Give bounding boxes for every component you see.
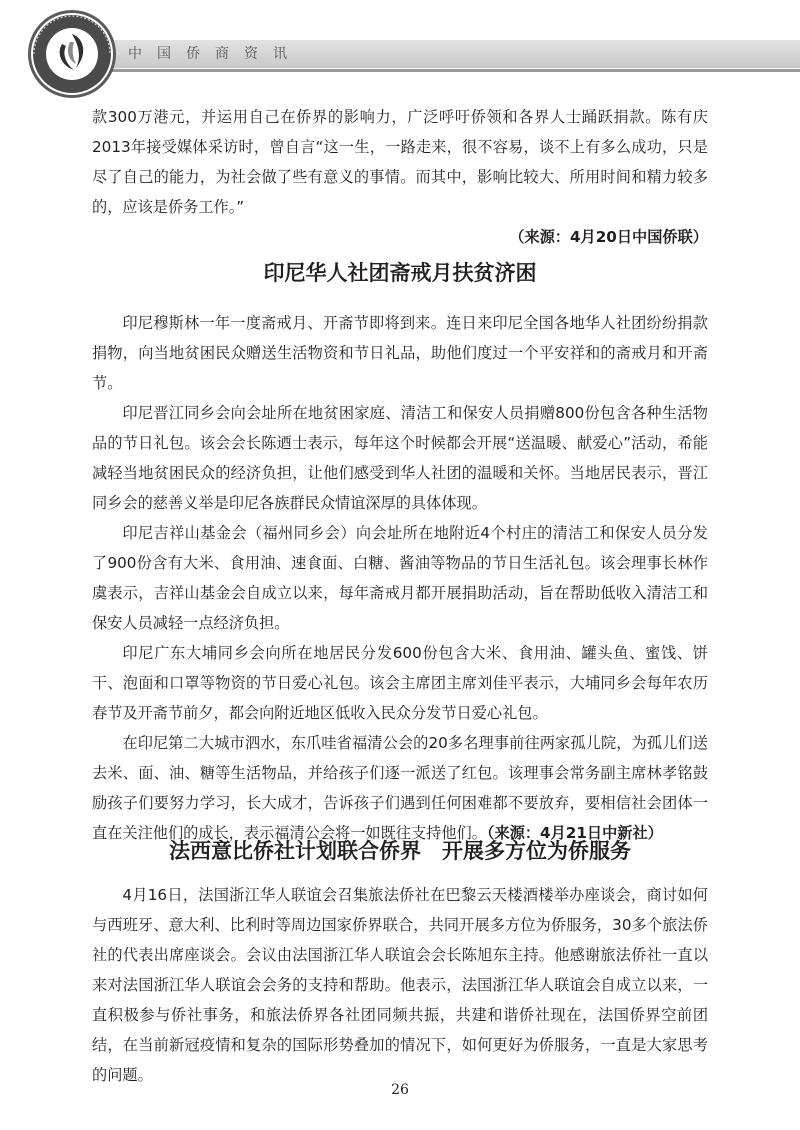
- intro-paragraph: 款300万港元，并运用自己在侨界的影响力，广泛呼吁侨领和各界人士踊跃捐款。陈有庆2013年接受媒体采访时，曾自言“这一生，一路走来，很不容易，谈不上有多么成功，只是尽了自己的能力，为社会做了些有意义的事情。而其中，影响比较大、所用时间和精力较多的，应该是侨务工作。”: [92, 108, 708, 216]
- article-france-body: [92, 880, 708, 1090]
- article-paragraph: 印尼穆斯林一年一度斋戒月、开斋节即将到来。连日来印尼全国各地华人社团纷纷捐款捐物，向当地贫困民众赠送生活物资和节日礼品，助他们度过一个平安祥和的斋戒月和开斋节。: [92, 314, 708, 392]
- article-source: （来源：4月21日中新社）: [486, 824, 663, 842]
- article-indonesia-body: [92, 308, 708, 848]
- article-france: [92, 836, 708, 866]
- article-title-france: 法西意比侨社计划联合侨界 开展多方位为侨服务: [169, 839, 631, 863]
- article-paragraph: [92, 728, 708, 848]
- article-paragraph: 4月16日，法国浙江华人联谊会召集旅法侨社在巴黎云天楼酒楼举办座谈会，商讨如何与西班牙、意大利、比利时等周边国家侨界联合，共同开展多方位为侨服务，30多个旅法侨社的代表出席座谈会。会议由法国浙江华人联谊会会长陈旭东主持。他感谢旅法侨社一直以来对法国浙江华人联谊会会务的支持和帮助。他表示，法国浙江华人联谊会自成立以来，一直积极参与侨社事务，和旅法侨界各社团同频共振，共建和谐侨社现在，法国侨界空前团结，在当前新冠疫情和复杂的国际形势叠加的情况下，如何更好为侨服务，一直是大家思考的问题。: [92, 886, 708, 1084]
- federation-logo-icon: [26, 8, 118, 100]
- article-paragraph: 印尼广东大埔同乡会向所在地居民分发600份包含大米、食用油、罐头鱼、蜜饯、饼干、泡面和口罩等物资的节日爱心礼包。该会主席团主席刘佳平表示，大埔同乡会每年农历春节及开斋节前夕，都会向附近地区低收入民众分发节日爱心礼包。: [92, 644, 708, 722]
- page-header: [0, 0, 800, 100]
- intro-source: （来源：4月20日中国侨联）: [509, 228, 708, 246]
- article-indonesia: [92, 258, 708, 288]
- article-title-indonesia: 印尼华人社团斋戒月扶贫济困: [263, 261, 537, 285]
- intro-section: [92, 102, 708, 252]
- page-number: 26: [391, 1082, 409, 1098]
- article-paragraph: 印尼吉祥山基金会（福州同乡会）向会址所在地附近4个村庄的清洁工和保安人员分发了900份含有大米、食用油、速食面、白糖、酱油等物品的节日生活礼包。该会理事长林作虞表示，吉祥山基金会自成立以来，每年斋戒月都开展捐助活动，旨在帮助低收入清洁工和保安人员减轻一点经济负担。: [92, 524, 708, 632]
- article-paragraph: 印尼晋江同乡会向会址所在地贫困家庭、清洁工和保安人员捐赠800份包含各种生活物品的节日礼包。该会会长陈迺士表示，每年这个时候都会开展“送温暖、献爱心”活动，希能减轻当地贫困民众的经济负担，让他们感受到华人社团的温暖和关怀。当地居民表示，晋江同乡会的慈善义举是印尼各族群民众情谊深厚的具体体现。: [92, 404, 708, 512]
- header-title: 中国侨商资讯: [128, 46, 302, 62]
- article-paragraph-text: 在印尼第二大城市泗水，东爪哇省福清公会的20多名理事前往两家孤儿院，为孤儿们送去米、面、油、糖等生活物品，并给孩子们逐一派送了红包。该理事会常务副主席林孝铭鼓励孩子们要努力学习，长大成才，告诉孩子们遇到任何困难都不要放弃，要相信社会团体一直在关注他们的成长，表示福清公会将一如既往支持他们。: [92, 734, 708, 842]
